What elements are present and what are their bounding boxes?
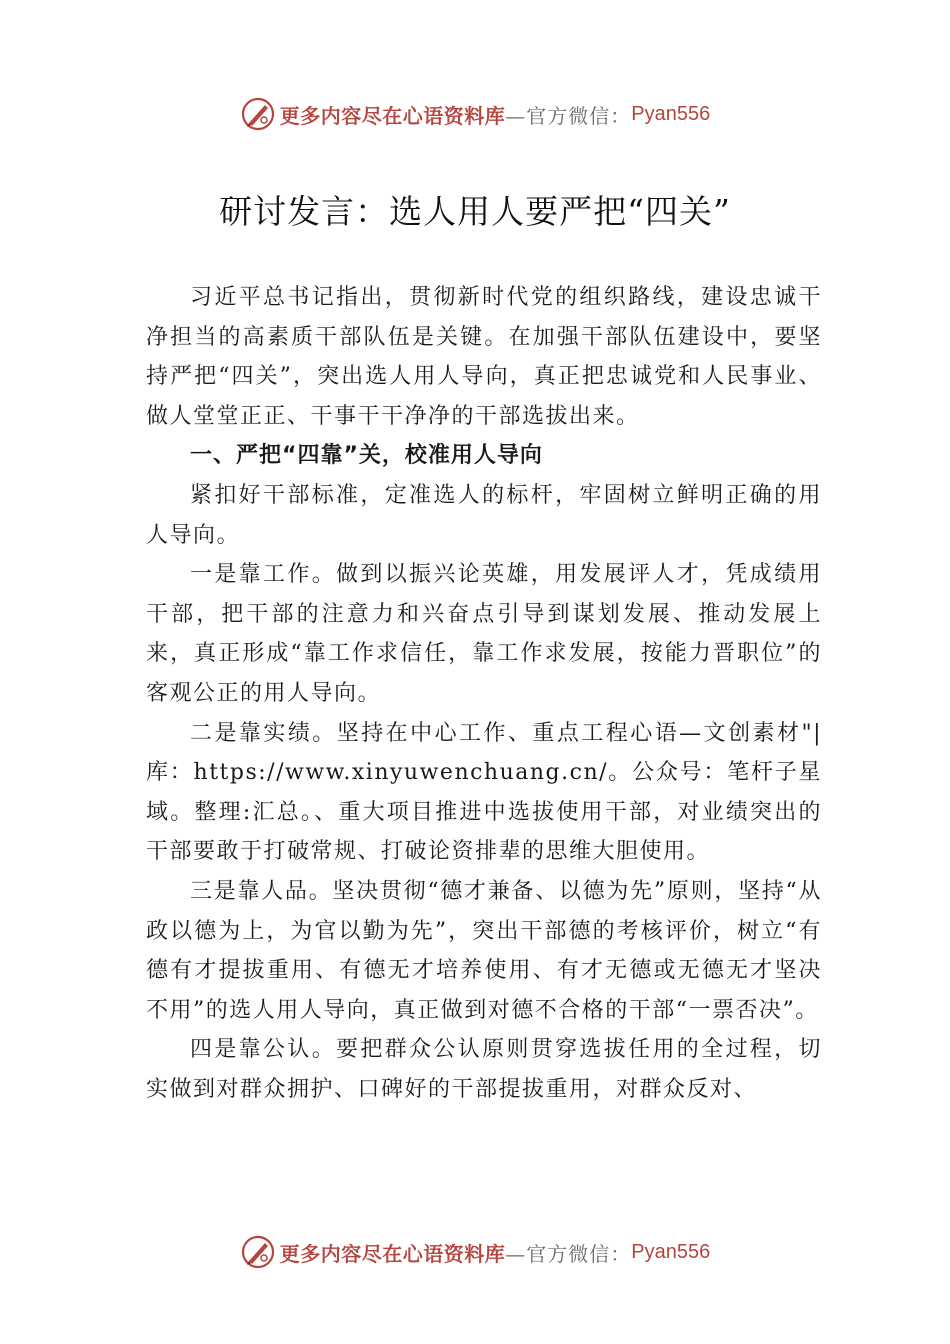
paragraph: 紧扣好干部标准，定准选人的标杆，牢固树立鲜明正确的用人导向。 <box>146 482 822 548</box>
banner-wechat-id: Pyan556 <box>631 1240 711 1263</box>
banner-site-name: 更多内容尽在心语资料库 <box>279 1241 506 1266</box>
paragraph: 一是靠工作。做到以振兴论英雄，用发展评人才，凭成绩用干部，把干部的注意力和兴奋点引导到谋划发展、推动发展上来，真正形成“靠工作求信任，靠工作求发展，按能力晋职位”的客观公正的用人导向。 <box>146 562 822 706</box>
pen-logo-icon <box>240 1234 276 1270</box>
banner-wechat-id: Pyan556 <box>631 102 711 125</box>
paragraph: 三是靠人品。坚决贯彻“德才兼备、以德为先”原则，坚持“从政以德为上，为官以勤为先”，突出干部德的考核评价，树立“有德有才提拔重用、有德无才培养使用、有才无德或无德无才坚决不用”的选人用人导向，真正做到对德不合格的干部“一票否决”。 <box>146 878 822 1023</box>
paragraph: 四是靠公认。要把群众公认原则贯穿选拔任用的全过程，切实做到对群众拥护、口碑好的干部提拔重用，对群众反对、 <box>146 1037 822 1102</box>
paragraph-intro: 习近平总书记指出，贯彻新时代党的组织路线，建设忠诚干净担当的高素质干部队伍是关键。在加强干部队伍建设中，要坚持严把“四关”，突出选人用人导向，真正把忠诚党和人民事业、做人堂堂正正、干事干干净净的干部选拔出来。 <box>146 285 822 429</box>
document-body <box>146 278 822 1109</box>
section-heading-1: 一、严把“四靠”关，校准用人导向 <box>190 443 543 469</box>
banner-site-name: 更多内容尽在心语资料库 <box>279 103 506 128</box>
footer-banner <box>0 1232 950 1272</box>
document-title: 研讨发言：选人用人要严把“四关” <box>219 192 731 231</box>
banner-official-label: —官方微信： <box>505 103 632 128</box>
pen-logo-icon <box>240 96 276 132</box>
header-banner <box>0 94 950 134</box>
paragraph: 二是靠实绩。坚持在中心工作、重点工程心语—文创素材"|库：https://www.xinyuwenchuang.cn/。公众号：笔杆子星域。整理:汇总。、重大项目推进中选拔使用干部，对业绩突出的干部要敢于打破常规、打破论资排辈的思维大胆使用。 <box>146 720 822 865</box>
banner-official-label: —官方微信： <box>505 1241 632 1266</box>
